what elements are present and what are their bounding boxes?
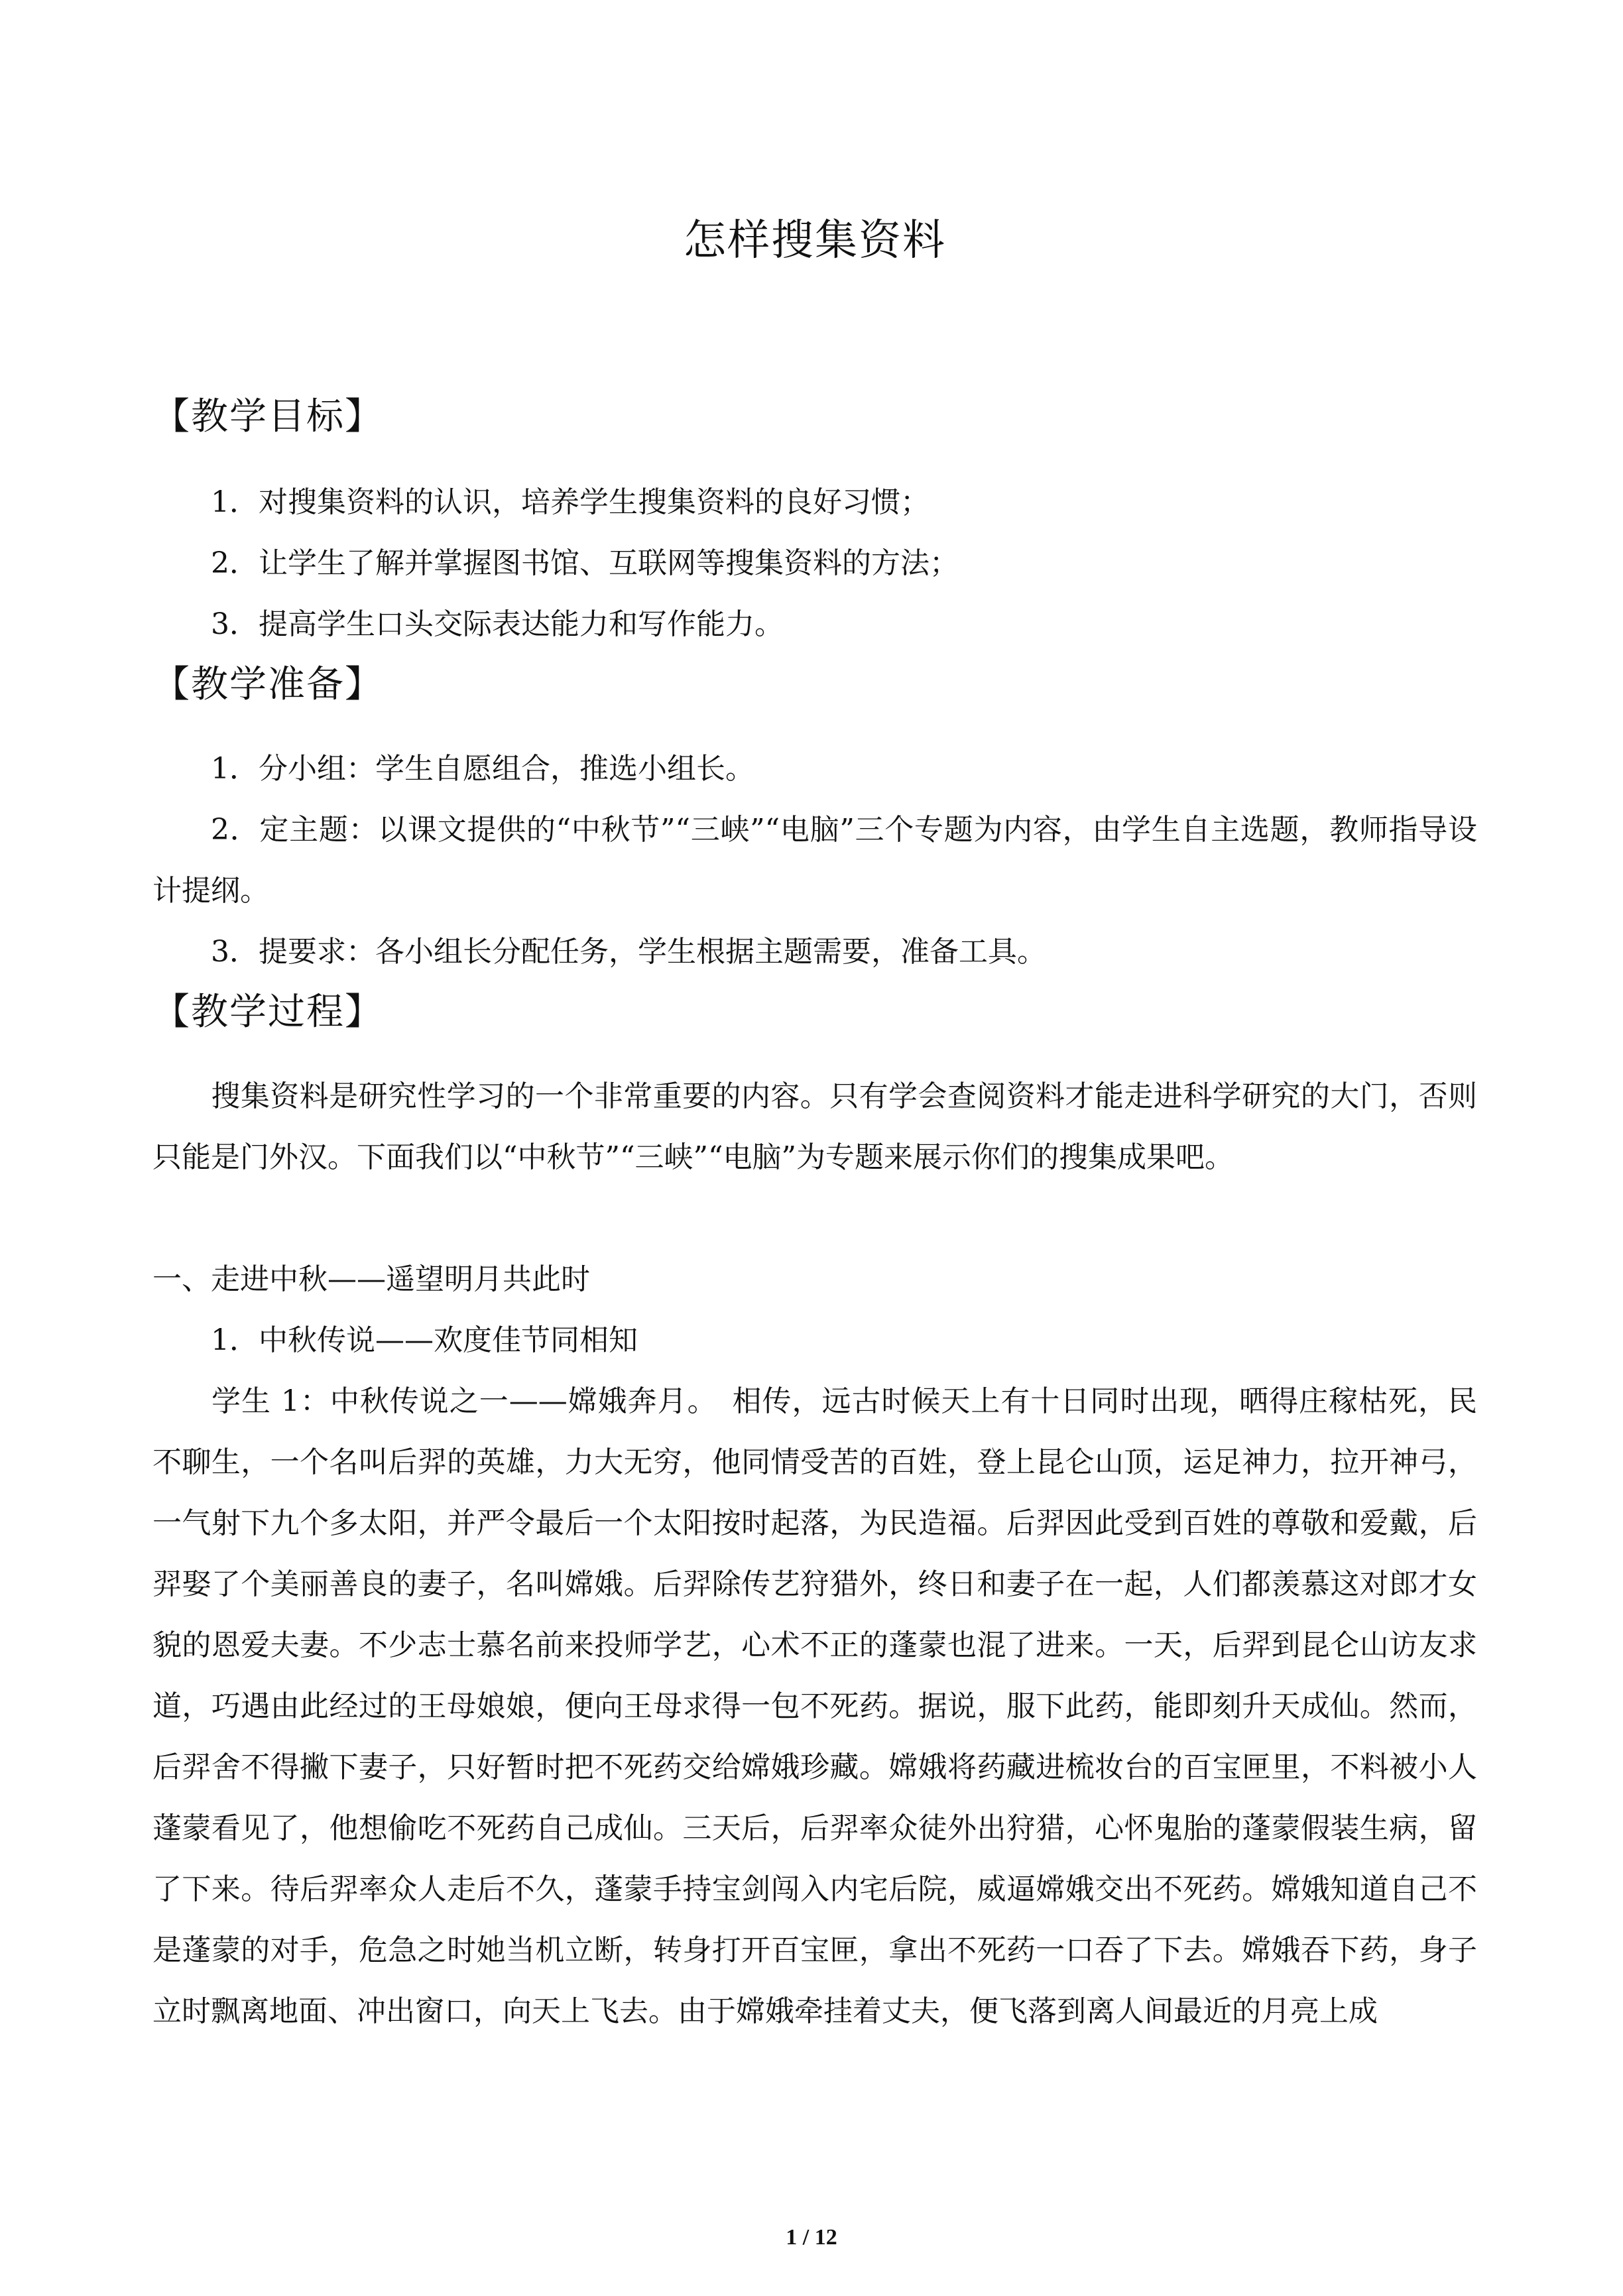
part-heading: 一、走进中秋——遥望明月共此时: [152, 1262, 590, 1296]
prep-item: 3．提要求：各小组长分配任务，学生根据主题需要，准备工具。: [211, 935, 1046, 969]
goal-item: 3．提高学生口头交际表达能力和写作能力。: [211, 607, 784, 641]
document-title: 怎样搜集资料: [684, 216, 946, 265]
story-paragraph: 学生 1：中秋传说之一——嫦娥奔月。 相传，远古时候天上有十日同时出现，晒得庄稼枯死，民不聊生，一个名叫后羿的英雄，力大无穷，他同情受苦的百姓，登上昆仑山顶，运足神力，拉开神弓，一气射下九个多太阳，并严令最后一个太阳按时起落，为民造福。后羿因此受到百姓的尊敬和爱戴，后羿娶了个美丽善良的妻子，名叫嫦娥。后羿除传艺狩猎外，终日和妻子在一起，人们都羡慕这对郎才女貌的恩爱夫妻。不少志士慕名前来投师学艺，心术不正的蓬蒙也混了进来。一天，后羿到昆仑山访友求道，巧遇由此经过的王母娘娘，便向王母求得一包不死药。据说，服下此药，能即刻升天成仙。然而，后羿舍不得撇下妻子，只好暂时把不死药交给嫦娥珍藏。嫦娥将药藏进梳妆台的百宝匣里，不料被小人蓬蒙看见了，他想偷吃不死药自己成仙。三天后，后羿率众徒外出狩猎，心怀鬼胎的蓬蒙假装生病，留了下来。待后羿率众人走后不久，蓬蒙手持宝剑闯入内宅后院，威逼嫦娥交出不死药。嫦娥知道自己不是蓬蒙的对手，危急之时她当机立断，转身打开百宝匣，拿出不死药一口吞了下去。嫦娥吞下药，身子立时飘离地面、冲出窗口，向天上飞去。由于嫦娥牵挂着丈夫，便飞落到离人间最近的月亮上成: [152, 1384, 1477, 2028]
sub-heading: 1．中秋传说——欢度佳节同相知: [211, 1323, 638, 1357]
section-heading-prep: 【教学准备】: [152, 663, 383, 706]
prep-item: 2．定主题：以课文提供的“中秋节”“三峡”“电脑”三个专题为内容，由学生自主选题，教师指导设计提纲。: [152, 813, 1477, 908]
page-number: 1 / 12: [786, 2225, 837, 2250]
goal-item: 2．让学生了解并掌握图书馆、互联网等搜集资料的方法；: [211, 546, 959, 580]
goal-item: 1．对搜集资料的认识，培养学生搜集资料的良好习惯；: [211, 485, 930, 519]
section-heading-process: 【教学过程】: [152, 991, 383, 1034]
prep-item: 1．分小组：学生自愿组合，推选小组长。: [211, 752, 754, 786]
intro-paragraph: 搜集资料是研究性学习的一个非常重要的内容。只有学会查阅资料才能走进科学研究的大门，否则只能是门外汉。下面我们以“中秋节”“三峡”“电脑”为专题来展示你们的搜集成果吧。: [152, 1079, 1477, 1174]
section-heading-goals: 【教学目标】: [152, 395, 383, 438]
